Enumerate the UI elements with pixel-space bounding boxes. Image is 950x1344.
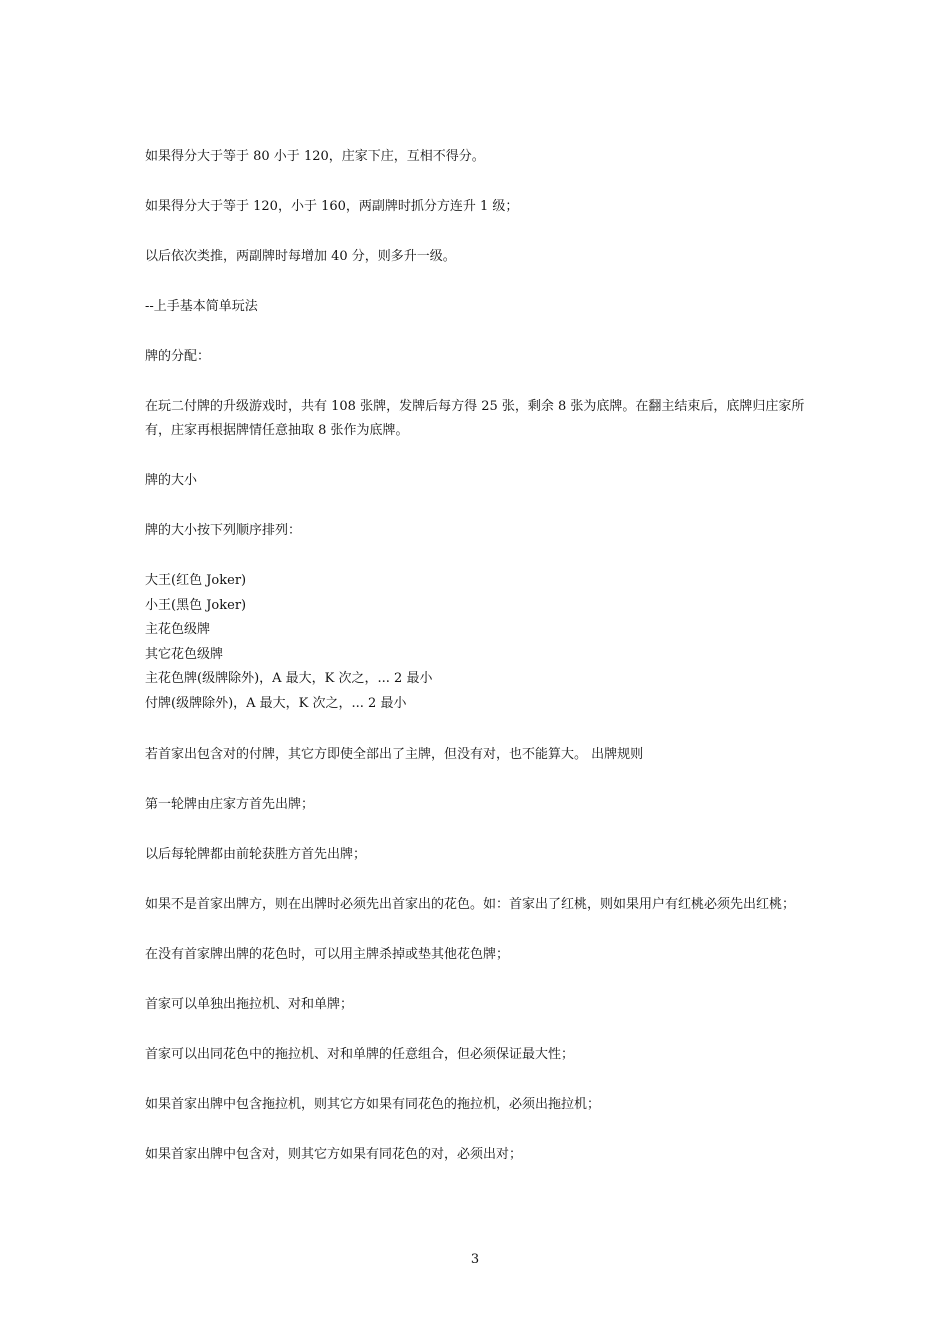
rank-item-small-joker: 小王(黑色 Joker) xyxy=(145,597,247,613)
paragraph-lead-options: 首家可以单独出拖拉机、对和单牌； xyxy=(145,996,354,1012)
section-heading-card-rank: 牌的大小 xyxy=(145,473,198,488)
paragraph-no-suit: 在没有首家牌出牌的花色时，可以用主牌杀掉或垫其他花色牌； xyxy=(145,946,510,962)
paragraph-follow-suit: 如果不是首家出牌方，则在出牌时必须先出首家出的花色。如：首家出了红桃，则如果用户有红桃必须先出红桃； xyxy=(145,896,796,912)
paragraph-first-round: 第一轮牌由庄家方首先出牌； xyxy=(145,796,315,812)
rank-item-big-joker: 大王(红色 Joker) xyxy=(145,573,247,588)
paragraph-score-increment: 以后依次类推，两副牌时每增加 40 分，则多升一级。 xyxy=(145,249,456,264)
paragraph-tractor-rule: 如果首家出牌中包含拖拉机，则其它方如果有同花色的拖拉机，必须出拖拉机； xyxy=(145,1096,601,1112)
paragraph-pair-rule: 若首家出包含对的付牌，其它方即使全部出了主牌，但没有对，也不能算大。 出牌规则 xyxy=(145,746,644,762)
section-heading-basic-play: --上手基本简单玩法 xyxy=(145,299,258,314)
paragraph-score-120-160: 如果得分大于等于 120，小于 160，两副牌时抓分方连升 1 级； xyxy=(145,199,519,214)
section-heading-card-distribution: 牌的分配： xyxy=(145,349,211,364)
rank-item-trump-level: 主花色级牌 xyxy=(145,622,211,638)
rank-item-side-suit: 付牌(级牌除外)，A 最大，K 次之，... 2 最小 xyxy=(145,695,407,711)
rank-order-list xyxy=(145,569,810,717)
rank-item-other-level: 其它花色级牌 xyxy=(145,646,224,662)
paragraph-lead-combination: 首家可以出同花色中的拖拉机、对和单牌的任意组合，但必须保证最大性； xyxy=(145,1046,575,1062)
paragraph-following-rounds: 以后每轮牌都由前轮获胜方首先出牌； xyxy=(145,846,367,862)
paragraph-card-distribution: 在玩二付牌的升级游戏时，共有 108 张牌，发牌后每方得 25 张，剩余 8 张为底牌。在翻主结束后，底牌归庄家所有，庄家再根据牌情任意抽取 8 张作为底牌。 xyxy=(145,399,805,438)
rank-item-trump-suit: 主花色牌(级牌除外)，A 最大，K 次之，... 2 最小 xyxy=(145,671,433,687)
page-content xyxy=(145,145,810,1167)
paragraph-score-80-120: 如果得分大于等于 80 小于 120，庄家下庄，互相不得分。 xyxy=(145,149,485,164)
page-number: 3 xyxy=(470,1252,480,1267)
paragraph-rank-intro: 牌的大小按下列顺序排列： xyxy=(145,523,302,538)
paragraph-pair-follow-rule: 如果首家出牌中包含对，则其它方如果有同花色的对，必须出对； xyxy=(145,1146,523,1162)
